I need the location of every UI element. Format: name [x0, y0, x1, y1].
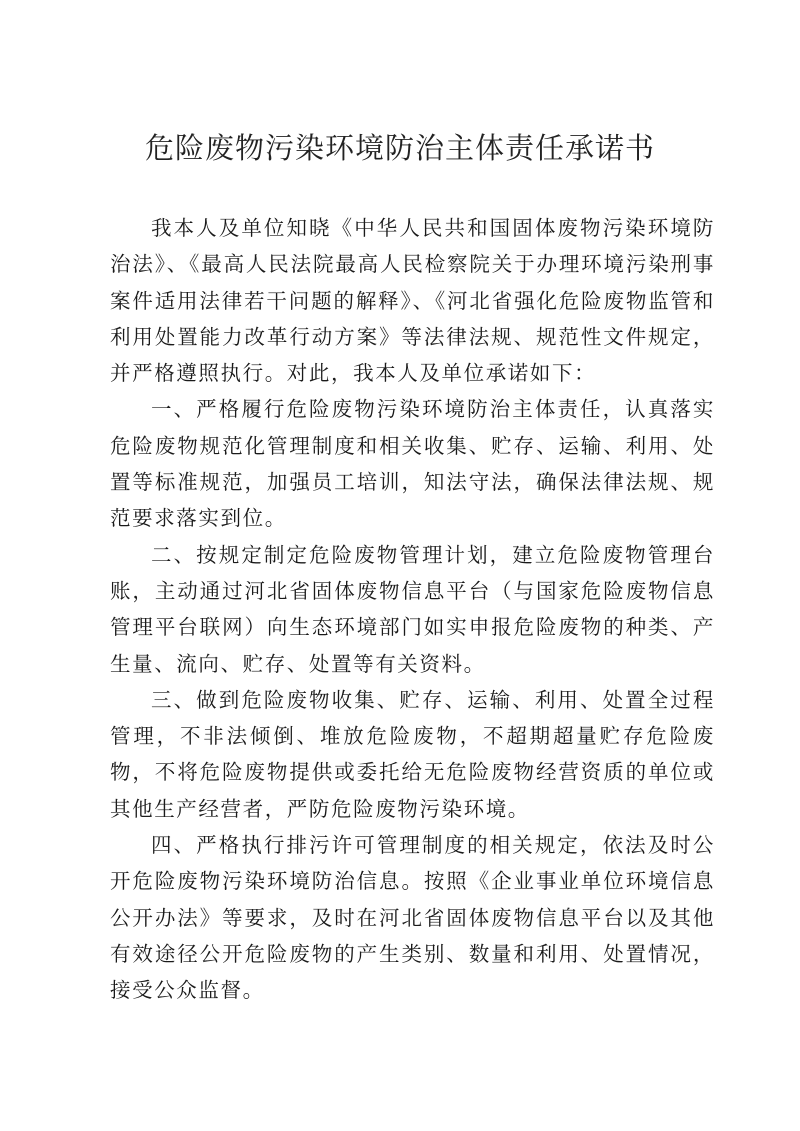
paragraph-commitment-1: 一、严格履行危险废物污染环境防治主体责任，认真落实危险废物规范化管理制度和相关收集、贮存、运输、利用、处置等标准规范，加强员工培训，知法守法，确保法律法规、规范要求落实到位。 [110, 397, 715, 531]
paragraph-commitment-4: 四、严格执行排污许可管理制度的相关规定，依法及时公开危险废物污染环境防治信息。按照《企业事业单位环境信息公开办法》等要求，及时在河北省固体废物信息平台以及其他有效途径公开危险废物的产生类别、数量和利用、处置情况，接受公众监督。 [110, 833, 715, 1003]
paragraph-commitment-2: 二、按规定制定危险废物管理计划，建立危险废物管理台账，主动通过河北省固体废物信息平台（与国家危险废物信息管理平台联网）向生态环境部门如实申报危险废物的种类、产生量、流向、贮存、处置等有关资料。 [110, 542, 715, 676]
document-body [110, 210, 715, 1009]
paragraph-commitment-3: 三、做到危险废物收集、贮存、运输、利用、处置全过程管理，不非法倾倒、堆放危险废物，不超期超量贮存危险废物，不将危险废物提供或委托给无危险废物经营资质的单位或其他生产经营者，严防危险废物污染环境。 [110, 687, 715, 821]
document-title: 危险废物污染环境防治主体责任承诺书 [144, 131, 655, 165]
paragraph-intro: 我本人及单位知晓《中华人民共和国固体废物污染环境防治法》、《最高人民法院最高人民检察院关于办理环境污染刑事案件适用法律若干问题的解释》、《河北省强化危险废物监管和利用处置能力改革行动方案》等法律法规、规范性文件规定，并严格遵照执行。对此，我本人及单位承诺如下： [110, 216, 715, 386]
